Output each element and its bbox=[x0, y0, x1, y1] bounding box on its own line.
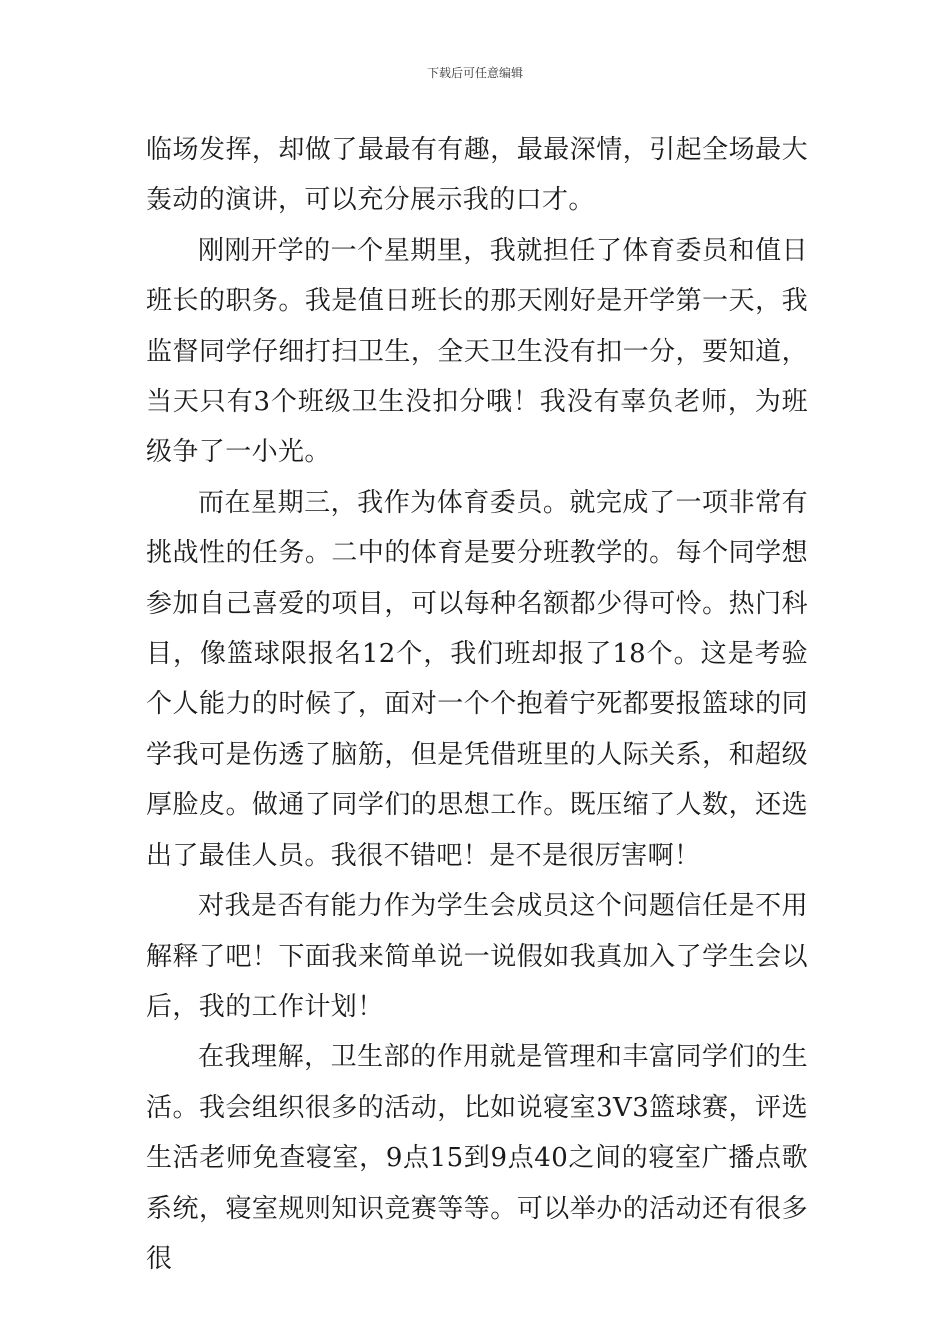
document-body bbox=[146, 125, 808, 1284]
paragraph-2: 刚刚开学的一个星期里，我就担任了体育委员和值日班长的职务。我是值日班长的那天刚好是开学第一天，我监督同学仔细打扫卫生，全天卫生没有扣一分，要知道，当天只有3个班级卫生没扣分哦！我没有辜负老师，为班级争了一小光。 bbox=[146, 235, 808, 468]
paragraph-5: 在我理解，卫生部的作用就是管理和丰富同学们的生活。我会组织很多的活动，比如说寝室3V3篮球赛，评选生活老师免查寝室，9点15到9点40之间的寝室广播点歌系统，寝室规则知识竞赛等等。可以举办的活动还有很多很 bbox=[146, 1042, 808, 1274]
paragraph-1: 临场发挥，却做了最最有有趣，最最深情，引起全场最大轰动的演讲，可以充分展示我的口才。 bbox=[146, 135, 808, 216]
page-header: 下载后可任意编辑 bbox=[426, 66, 523, 80]
paragraph-3: 而在星期三，我作为体育委员。就完成了一项非常有挑战性的任务。二中的体育是要分班教学的。每个同学想参加自己喜爱的项目，可以每种名额都少得可怜。热门科目，像篮球限报名12个，我们班却报了18个。这是考验个人能力的时候了，面对一个个抱着宁死都要报篮球的同学我可是伤透了脑筋，但是凭借班里的人际关系，和超级厚脸皮。做通了同学们的思想工作。既压缩了人数，还选出了最佳人员。我很不错吧！是不是很厉害啊！ bbox=[146, 487, 808, 871]
paragraph-4: 对我是否有能力作为学生会成员这个问题信任是不用解释了吧！下面我来简单说一说假如我真加入了学生会以后，我的工作计划！ bbox=[146, 891, 808, 1022]
